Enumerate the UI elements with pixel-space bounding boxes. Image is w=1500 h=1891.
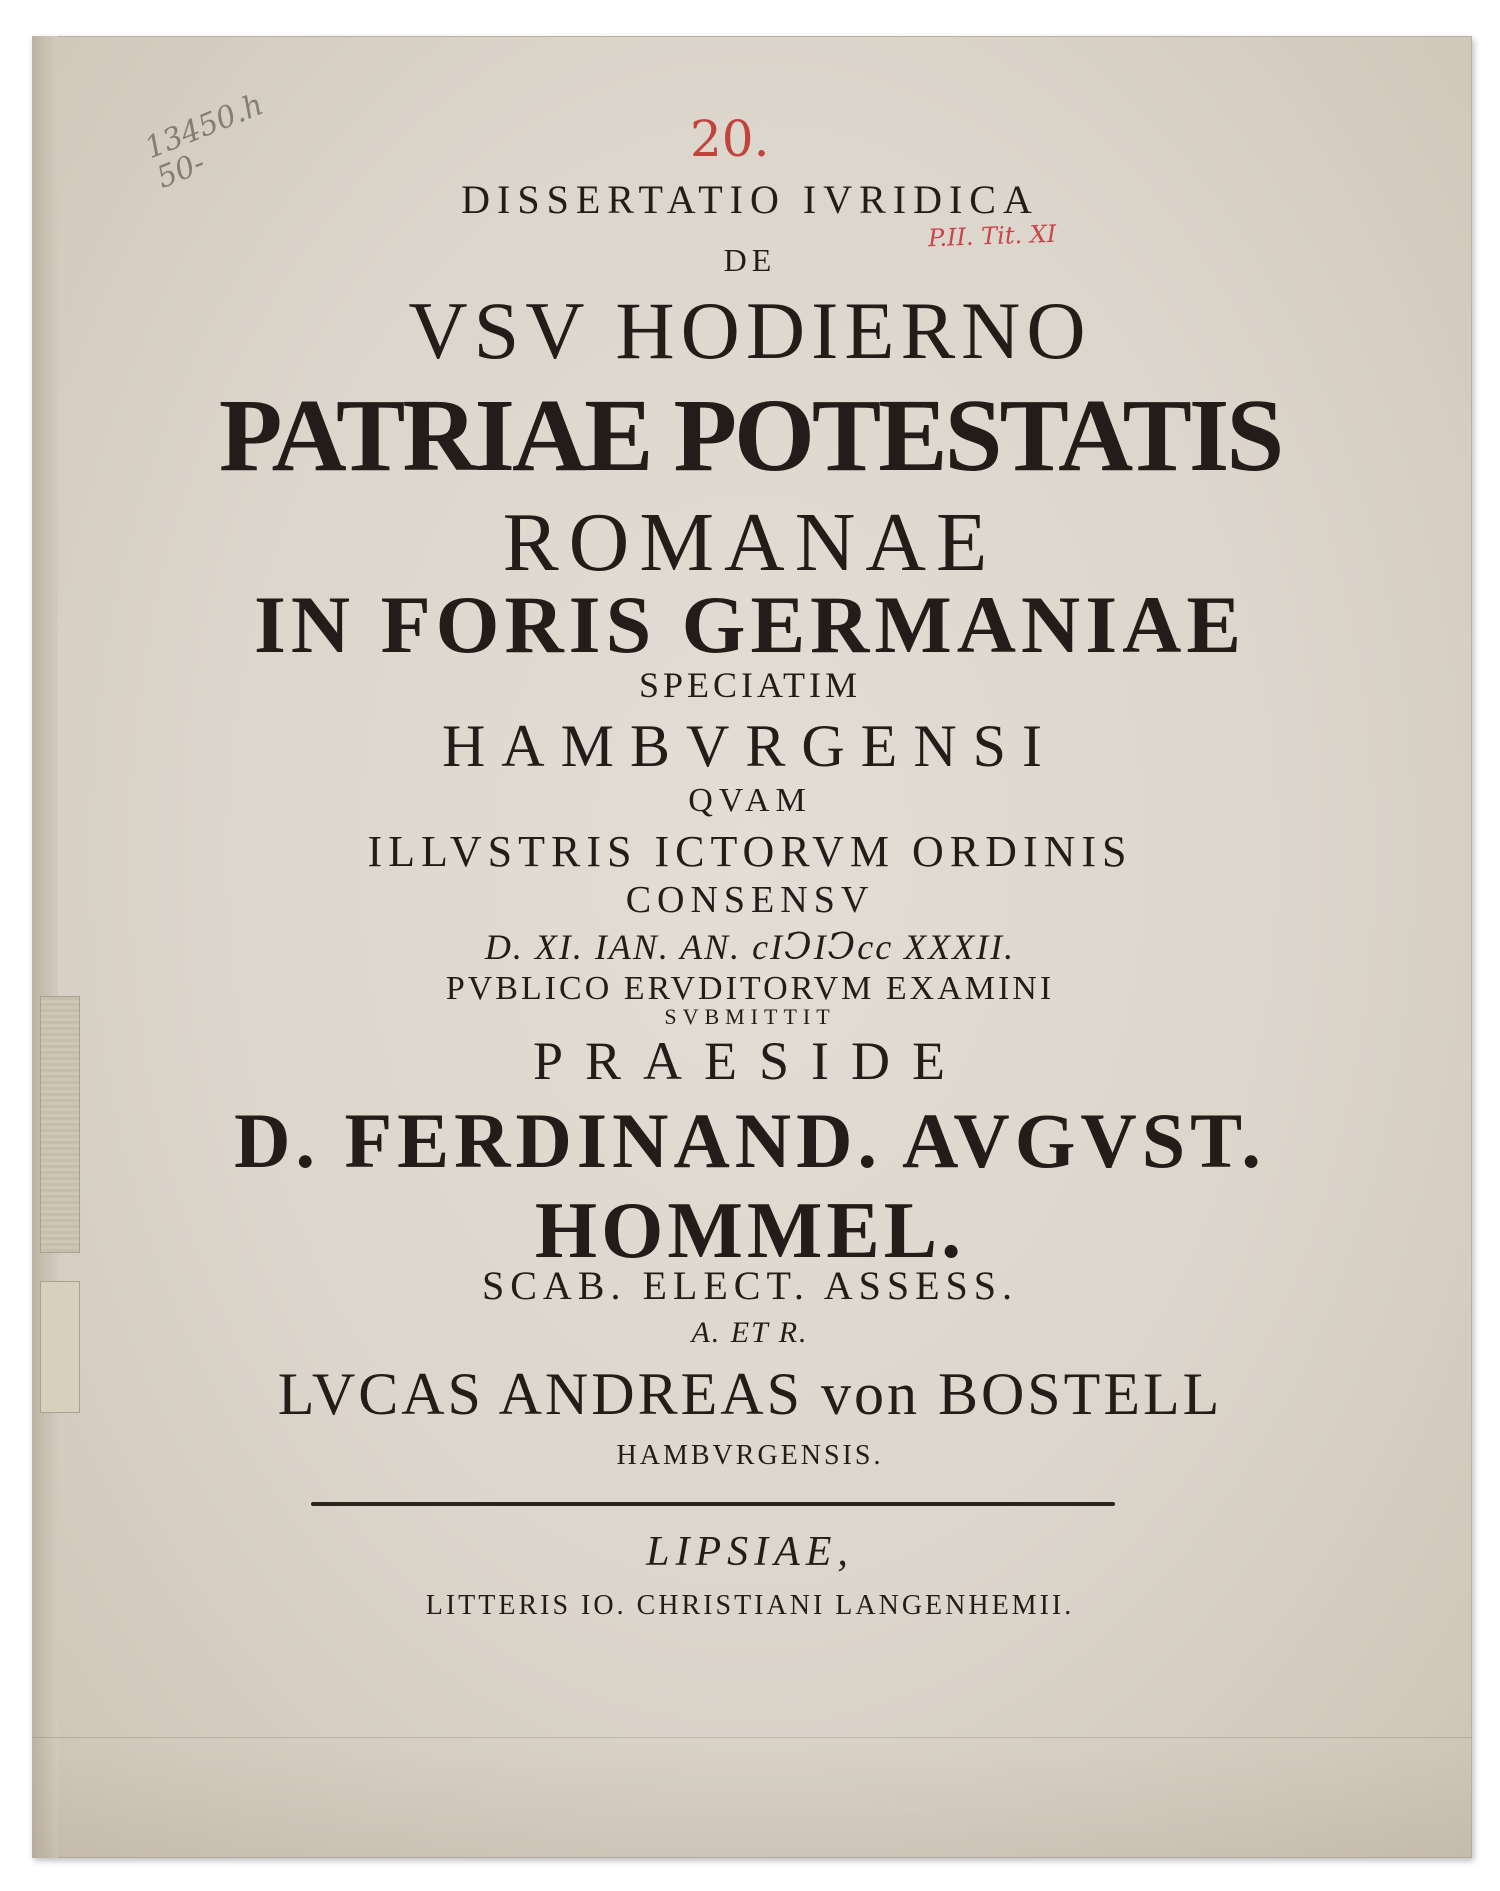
title-line-consensu: CONSENSV	[625, 879, 875, 921]
red-shelfmark: P.II. Tit. XI	[927, 219, 1057, 253]
praeses-title: SCAB. ELECT. ASSESS.	[481, 1263, 1019, 1308]
praeses-name: D. FERDINAND. AVGVST.	[234, 1097, 1266, 1184]
red-number: 20.	[690, 110, 770, 168]
title-line-publico-examini: PVBLICO ERVDITORVM EXAMINI	[445, 970, 1055, 1007]
imprint-divider-rule	[311, 1502, 1115, 1506]
imprint-place: LIPSIAE,	[646, 1529, 854, 1575]
pencil-note: 13450.h 50-	[139, 87, 269, 196]
title-line-quam: QVAM	[688, 782, 812, 819]
title-line-illustris-ordinis: ILLVSTRIS ICTORVM ORDINIS	[367, 827, 1133, 876]
title-line-speciatim: SPECIATIM	[638, 665, 862, 705]
title-line-dissertatio: DISSERTATIO IVRIDICA	[461, 177, 1039, 222]
title-line-date: D. XI. IAN. AN. cIↃIↃcc XXXII.	[484, 927, 1016, 967]
author-name: LVCAS ANDREAS von BOSTELL	[277, 1361, 1223, 1427]
title-line-hamburgensi: HAMBVRGENSI	[441, 713, 1059, 779]
title-line-praeside: PRAESIDE	[532, 1031, 968, 1091]
paper-fold	[32, 1737, 1472, 1858]
title-line-in-foris-germaniae: IN FORIS GERMANIAE	[253, 579, 1247, 670]
title-line-usu-hodierno: VSV HODIERNO	[408, 285, 1092, 376]
title-line-patriae-potestatis: PATRIAE POTESTATIS	[218, 378, 1282, 493]
title-line-submittit: SVBMITTIT	[664, 1004, 836, 1029]
imprint-printer: LITTERIS IO. CHRISTIANI LANGENHEMII.	[425, 1590, 1075, 1621]
praeses-surname: HOMMEL.	[534, 1187, 966, 1275]
title-line-a-et-r: A. ET R.	[691, 1316, 809, 1349]
title-line-de: DE	[723, 242, 777, 278]
author-origin: HAMBVRGENSIS.	[616, 1440, 884, 1471]
title-line-romanae: ROMANAE	[502, 496, 998, 589]
